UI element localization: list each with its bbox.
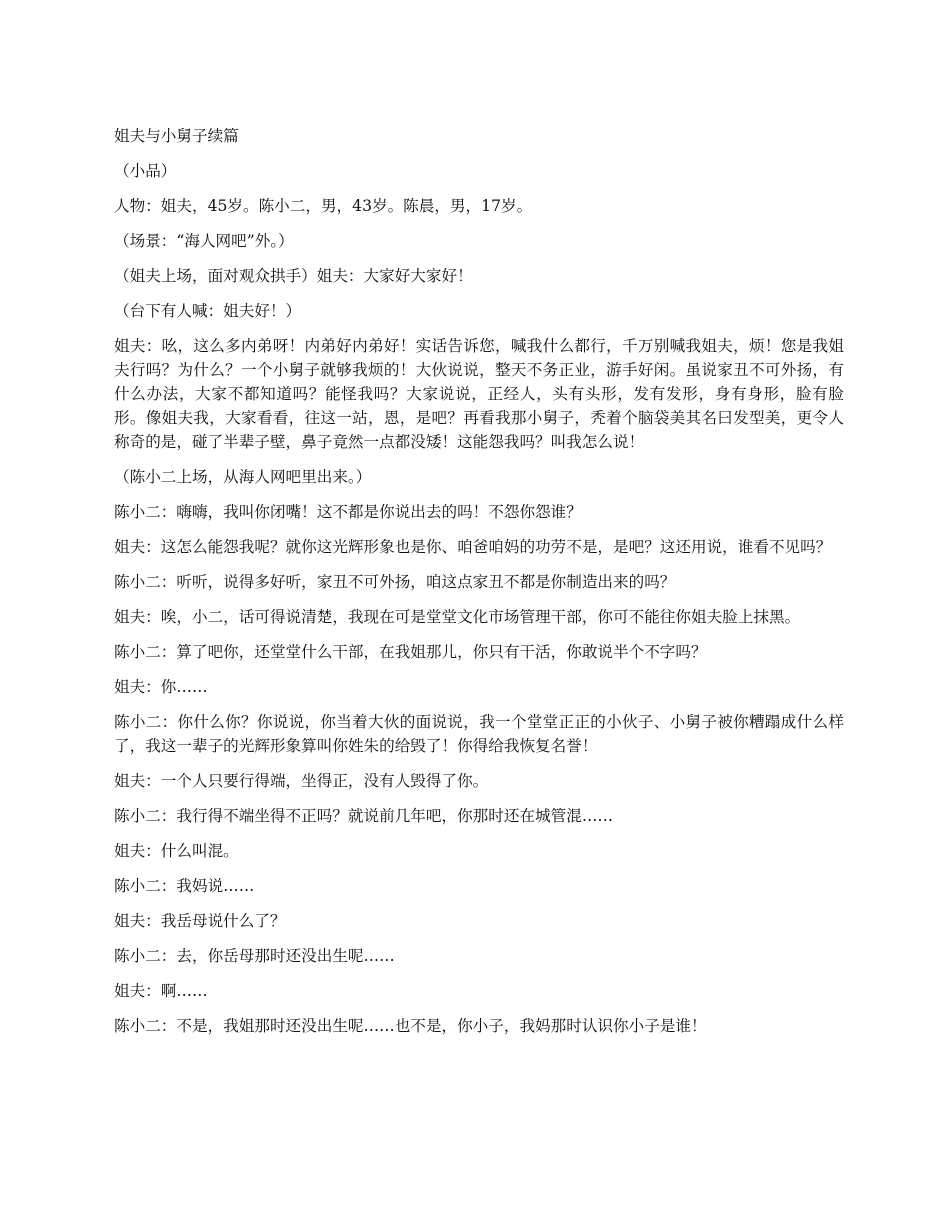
paragraph: 姐夫：我岳母说什么了？: [114, 912, 286, 930]
paragraph: （场景：“海人网吧”外。）: [114, 232, 294, 250]
paragraph: （台下有人喊：姐夫好！）: [114, 302, 302, 320]
paragraph: 姐夫：什么叫混。: [114, 842, 239, 860]
paragraph: 姐夫：唉，小二，话可得说清楚，我现在可是堂堂文化市场管理干部，你可不能往你姐夫脸上抹黑。: [114, 608, 801, 626]
paragraph: 陈小二：听听，说得多好听，家丑不可外扬，咱这点家丑不都是你制造出来的吗？: [114, 573, 676, 591]
paragraph: 姐夫：你……: [114, 678, 208, 696]
paragraph: 陈小二：算了吧你，还堂堂什么干部，在我姐那儿，你只有干活，你敢说半个不字吗？: [114, 643, 707, 661]
paragraph: 姐夫：这怎么能怨我呢？就你这光辉形象也是你、咱爸咱妈的功劳不是，是吧？这还用说，谁看不见吗？: [114, 538, 832, 556]
paragraph: 姐夫：一个人只要行得端，坐得正，没有人毁得了你。: [114, 772, 489, 790]
paragraph: （小品）: [114, 162, 177, 180]
paragraph: 人物：姐夫，45岁。陈小二，男，43岁。陈晨，男，17岁。: [114, 197, 533, 215]
document-page: [114, 124, 844, 1049]
paragraph: 陈小二：不是，我姐那时还没出生呢……也不是，你小子，我妈那时认识你小子是谁！: [114, 1017, 707, 1035]
paragraph: 姐夫：啊……: [114, 982, 208, 1000]
paragraph: （姐夫上场，面对观众拱手）姐夫：大家好大家好！: [114, 267, 473, 285]
paragraph: 陈小二：我妈说……: [114, 877, 255, 895]
paragraph: （陈小二上场，从海人网吧里出来。）: [114, 468, 372, 486]
paragraph: 陈小二：嗨嗨，我叫你闭嘴！这不都是你说出去的吗！不怨你怨谁？: [114, 503, 582, 521]
paragraph: 姐夫：吆，这么多内弟呀！内弟好内弟好！实话告诉您，喊我什么都行，千万别喊我姐夫，烦！您是我姐夫行吗？为什么？一个小舅子就够我烦的！大伙说说，整天不务正业，游手好闲。虽说家丑不可外扬，有什么办法，大家不都知道吗？能怪我吗？大家说说，正经人，头有头形，发有发形，身有身形，脸有脸形。像姐夫我，大家看看，往这一站，恩，是吧？再看我那小舅子，秃着个脑袋美其名曰发型美，更令人称奇的是，碰了半辈子壁，鼻子竟然一点都没矮！这能怨我吗？叫我怎么说！: [114, 337, 844, 451]
paragraph: 陈小二：去，你岳母那时还没出生呢……: [114, 947, 395, 965]
paragraph: 陈小二：你什么你？你说说，你当着大伙的面说说，我一个堂堂正正的小伙子、小舅子被你糟蹋成什么样了，我这一辈子的光辉形象算叫你姓朱的给毁了！你得给我恢复名誉！: [114, 713, 844, 755]
document-title: 姐夫与小舅子续篇: [114, 127, 239, 145]
paragraph: 陈小二：我行得不端坐得不正吗？就说前几年吧，你那时还在城管混……: [114, 807, 614, 825]
